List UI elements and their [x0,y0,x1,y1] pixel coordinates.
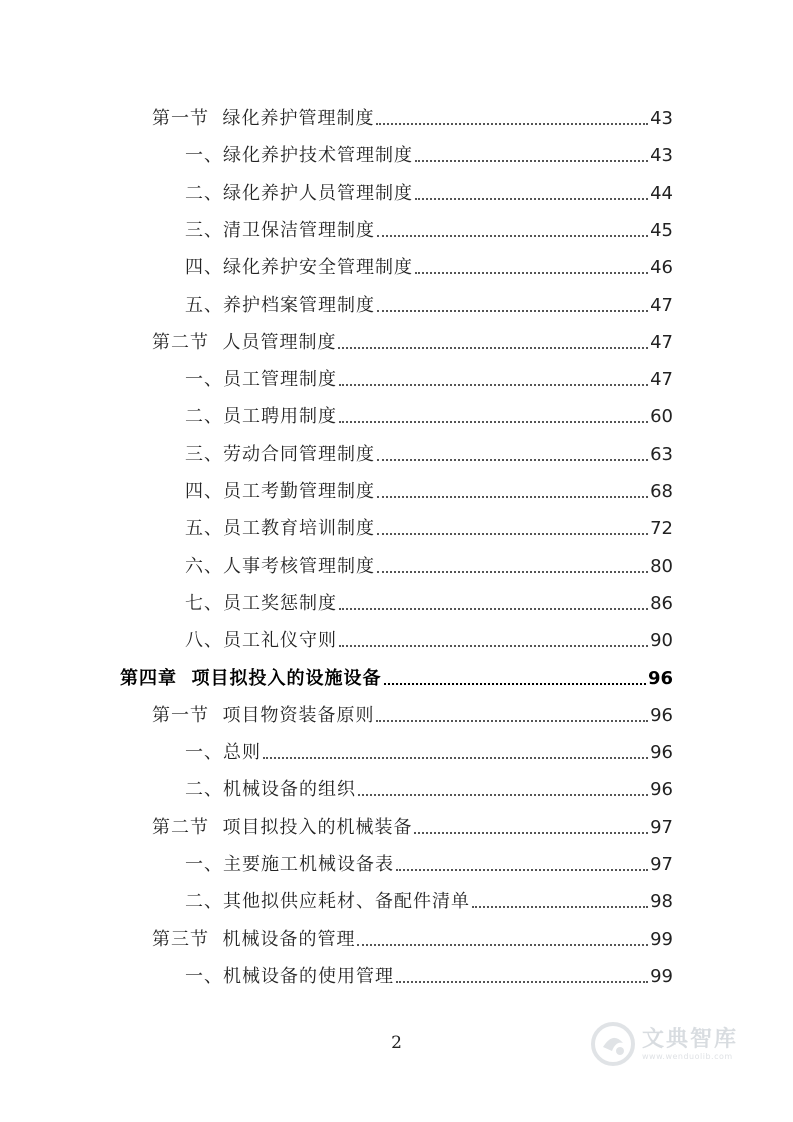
toc-entry-page: 47 [650,331,673,353]
toc-entry[interactable] [185,402,673,428]
toc-leader-dots [396,869,648,871]
toc-leader-dots [358,794,648,796]
toc-entry-page: 99 [650,965,673,987]
toc-entry[interactable] [185,440,673,466]
toc-entry-page: 96 [647,667,673,689]
toc-entry-label: 第三节 机械设备的管理 [152,928,356,950]
toc-entry-label: 二、员工聘用制度 [185,406,337,428]
watermark-title: 文典智库 [642,1026,739,1052]
toc-leader-dots [339,608,648,610]
toc-leader-dots [396,981,648,983]
toc-leader-dots [338,347,648,349]
toc-leader-dots [414,832,648,834]
toc-entry-label: 第四章 项目拟投入的设施设备 [120,667,382,689]
toc-leader-dots [415,272,648,274]
toc-entry[interactable] [185,589,673,615]
toc-entry[interactable] [152,813,673,839]
toc-entry-page: 90 [650,630,673,652]
toc-entry[interactable] [185,216,673,242]
toc-leader-dots [377,533,648,535]
toc-entry-page: 47 [650,294,673,316]
page-number: 2 [391,1033,402,1053]
toc-entry[interactable] [185,962,673,988]
toc-entry[interactable] [185,141,673,167]
toc-entry[interactable] [185,738,673,764]
toc-entry-label: 一、主要施工机械设备表 [185,854,394,875]
toc-entry-page: 60 [650,406,673,428]
toc-entry[interactable] [185,887,673,913]
toc-entry[interactable] [185,850,673,876]
toc-entry-page: 43 [650,145,673,167]
toc-entry-label: 三、劳动合同管理制度 [185,443,375,465]
toc-entry[interactable] [185,514,673,540]
toc-entry-label: 一、员工管理制度 [185,369,337,391]
toc-leader-dots [384,683,646,685]
toc-entry-page: 96 [650,704,673,726]
toc-entry-label: 四、绿化养护安全管理制度 [185,257,413,279]
toc-leader-dots [415,160,648,162]
toc-entry-page: 99 [650,928,673,950]
toc-leader-dots [376,123,648,125]
toc-leader-dots [339,384,648,386]
toc-entry-page: 96 [650,779,673,801]
toc-leader-dots [377,496,648,498]
toc-entry-label: 第二节 人员管理制度 [152,331,337,353]
toc-entry[interactable] [152,328,673,354]
toc-leader-dots [415,198,648,200]
toc-leader-dots [263,757,648,759]
toc-entry-page: 97 [650,854,673,875]
wendian-logo-icon [590,1021,636,1067]
toc-entry-label: 第一节 项目物资装备原则 [152,704,375,726]
toc-entry[interactable] [185,365,673,391]
toc-entry[interactable] [185,291,673,317]
toc-leader-dots [339,421,648,423]
toc-entry-label: 一、总则 [185,742,261,764]
toc-entry[interactable] [185,626,673,652]
toc-entry[interactable] [152,701,673,727]
toc-entry-label: 七、员工奖惩制度 [185,592,337,614]
toc-entry-label: 一、绿化养护技术管理制度 [185,145,413,167]
toc-entry-page: 97 [650,816,673,838]
toc-entry[interactable] [152,104,673,130]
toc-entry-label: 第二节 项目拟投入的机械装备 [152,816,413,838]
toc-entry-page: 43 [650,108,673,129]
toc-entry-label: 二、其他拟供应耗材、备配件清单 [185,891,470,913]
toc-entry[interactable] [185,253,673,279]
toc-entry-label: 三、清卫保洁管理制度 [185,219,375,241]
toc-entry[interactable] [120,664,673,690]
toc-leader-dots [377,310,648,312]
toc-entry-page: 86 [650,592,673,614]
toc-entry-page: 98 [650,891,673,913]
toc-leader-dots [357,944,648,946]
toc-leader-dots [472,906,648,908]
toc-entry-label: 二、机械设备的组织 [185,779,356,801]
toc-entry-label: 五、员工教育培训制度 [185,518,375,540]
toc-entry[interactable] [152,925,673,951]
toc-entry-page: 47 [650,369,673,391]
toc-leader-dots [377,459,648,461]
toc-entry-page: 80 [650,555,673,577]
watermark [590,1013,765,1075]
toc-entry-page: 44 [650,182,673,204]
toc-entry-page: 68 [650,481,673,502]
toc-entry-label: 六、人事考核管理制度 [185,555,375,577]
toc-entry-page: 63 [650,443,673,465]
toc-entry-label: 第一节 绿化养护管理制度 [152,108,375,129]
toc-entry[interactable] [185,179,673,205]
toc-entry-label: 二、绿化养护人员管理制度 [185,182,413,204]
toc-entry-page: 46 [650,257,673,279]
toc-entry-label: 五、养护档案管理制度 [185,294,375,316]
toc-entry[interactable] [185,477,673,503]
toc-entry-page: 96 [650,742,673,764]
toc-leader-dots [339,645,648,647]
toc-entry-label: 一、机械设备的使用管理 [185,965,394,987]
toc-leader-dots [376,720,648,722]
toc-entry-page: 45 [650,219,673,241]
toc-entry-label: 四、员工考勤管理制度 [185,481,375,502]
watermark-url: www.wenduolib.com [642,1051,733,1061]
toc-entry[interactable] [185,552,673,578]
toc-leader-dots [377,571,648,573]
toc-entry-page: 72 [650,518,673,540]
toc-entry-label: 八、员工礼仪守则 [185,630,337,652]
toc-leader-dots [377,235,648,237]
toc-entry[interactable] [185,775,673,801]
